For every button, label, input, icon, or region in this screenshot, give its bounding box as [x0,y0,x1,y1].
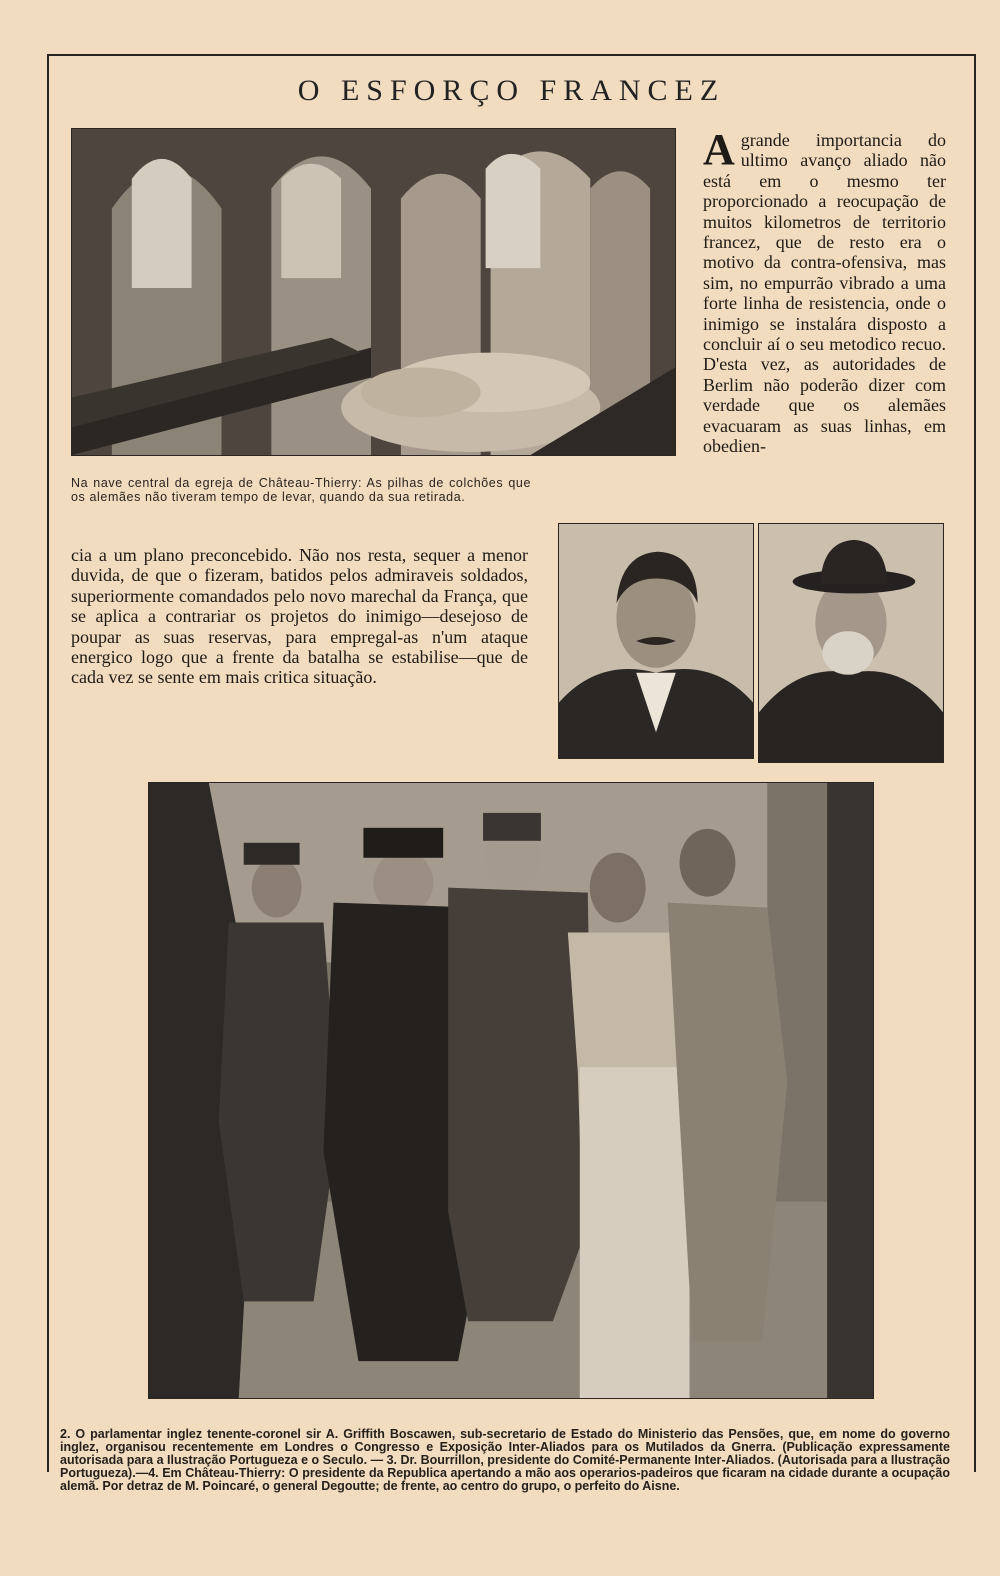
article-column-right [703,125,946,457]
dropcap-letter: A [703,125,735,174]
page-title: O ESFORÇO FRANCEZ [297,74,726,107]
chateau-thierry-group-photo [148,782,874,1399]
article-column-right-text: grande importancia do ultimo avanço aliado não está em o mesmo ter proporcionado a reocupação de muitos kilometros de territorio francez, que de resto era o motivo da contra-ofensiva, mas sim, no empurrão vibrado a uma forte linha de resistencia, onde o inimigo se instalára disposto a concluir aí o seu metodico recuo. D'esta vez, as autoridades de Berlim não poderão dizer com verdade que os alemães evacuaram as suas linhas, em obedien- [703,130,946,457]
portrait-boscawen-photo [558,523,754,759]
article-column-left: cia a um plano preconcebido. Não nos resta, sequer a menor duvida, de que o fizeram, batidos pelos admiraveis soldados, superiormente comandados pelo novo marechal da França, que se aplica a contrariar os projetos do inimigo—desejoso de poupar as suas reservas, para empregal-as n'um ataque energico logo que a frente da batalha se estabilise—que de cada vez se sente em mais critica situação. [71,545,528,688]
bottom-caption: 2. O parlamentar inglez tenente-coronel sir A. Griffith Boscawen, sub-secretario de Estado do Ministerio das Pensões, que, em nome do governo inglez, organisou recentemente em Londres o Congresso e Exposição Inter-Aliados para os Mutilados da Gnerra. (Publicação expressamente autorisada para a Ilustração Portugueza e o Seculo. — 3. Dr. Bourrillon, presidente do Comité-Permanente Inter-Aliados. (Autorisada para a Ilustração Portugueza).—4. Em Château-Thierry: O presidente da Republica apertando a mão aos operarios-padeiros que ficaram na cidade durante a ocupação alemã. Por detraz de M. Poincaré, o general Degoutte; de frente, ao centro do grupo, o perfeito do Aisne. [60,1427,950,1493]
church-photo-caption: Na nave central da egreja de Château-Thierry: As pilhas de colchões que os alemães não tiveram tempo de levar, quando da sua retirada. [71,476,531,504]
church-interior-photo [71,128,676,456]
portrait-bourrillon-photo [758,523,944,763]
